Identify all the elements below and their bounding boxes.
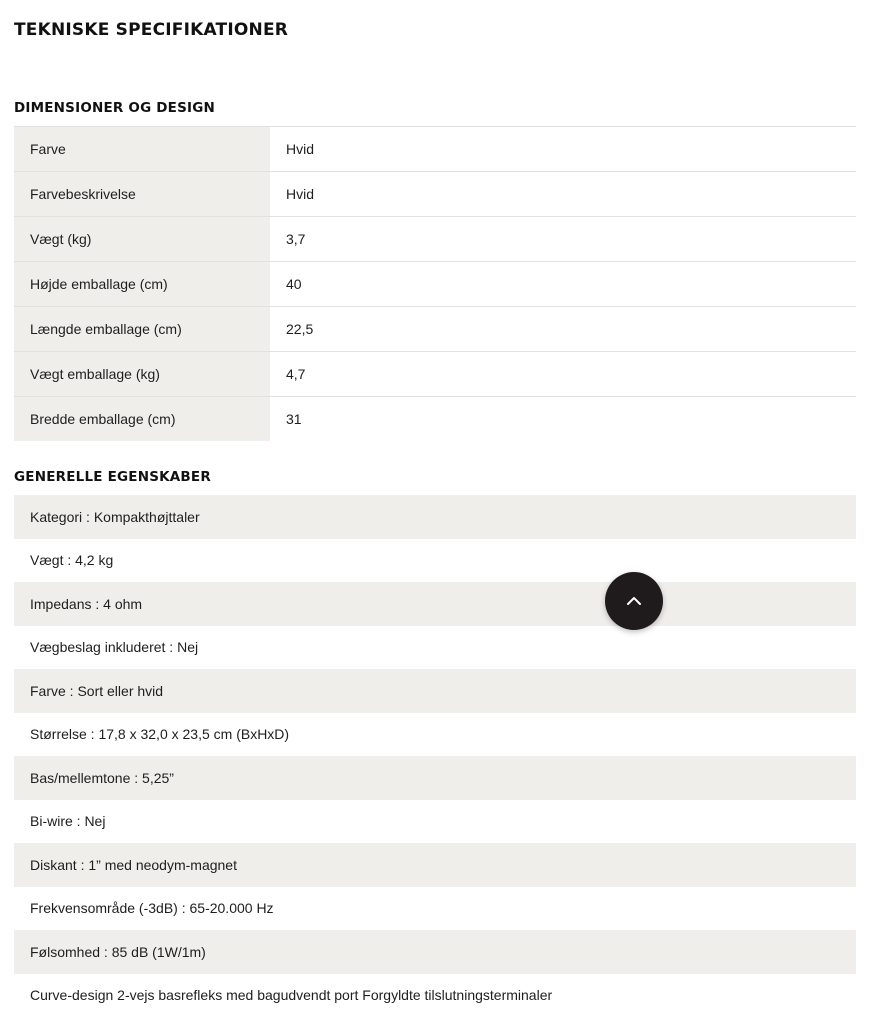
feature-item: Bi-wire : Nej [14, 800, 856, 844]
spec-value: 22,5 [270, 307, 856, 351]
feature-item: Curve-design 2-vejs basrefleks med bagudvendt port Forgyldte tilslutningsterminaler [14, 974, 856, 1018]
spec-key: Højde emballage (cm) [14, 262, 270, 306]
spec-key: Vægt (kg) [14, 217, 270, 261]
spec-value: Hvid [270, 127, 856, 171]
feature-item: Bas/mellemtone : 5,25” [14, 756, 856, 800]
spec-key: Længde emballage (cm) [14, 307, 270, 351]
spec-value: 3,7 [270, 217, 856, 261]
feature-item: Vægbeslag inkluderet : Nej [14, 626, 856, 670]
spec-row [14, 172, 856, 217]
feature-item: Diskant : 1” med neodym-magnet [14, 843, 856, 887]
section-title-dimensions: DIMENSIONER OG DESIGN [14, 100, 216, 116]
spec-value: 4,7 [270, 352, 856, 396]
spec-row [14, 352, 856, 397]
spec-row [14, 127, 856, 172]
spec-row [14, 397, 856, 441]
spec-row [14, 217, 856, 262]
general-features-list [14, 495, 856, 1017]
spec-value: Hvid [270, 172, 856, 216]
feature-item: Vægt : 4,2 kg [14, 539, 856, 583]
spec-value: 31 [270, 397, 856, 441]
spec-row [14, 307, 856, 352]
feature-item: Følsomhed : 85 dB (1W/1m) [14, 930, 856, 974]
feature-item: Kategori : Kompakthøjttaler [14, 495, 856, 539]
spec-key: Bredde emballage (cm) [14, 397, 270, 441]
spec-key: Vægt emballage (kg) [14, 352, 270, 396]
spec-key: Farve [14, 127, 270, 171]
chevron-up-icon [625, 592, 643, 610]
feature-item: Impedans : 4 ohm [14, 582, 856, 626]
spec-row [14, 262, 856, 307]
spec-key: Farvebeskrivelse [14, 172, 270, 216]
dimensions-spec-table [14, 126, 856, 441]
spec-value: 40 [270, 262, 856, 306]
section-title-general: GENERELLE EGENSKABER [14, 469, 211, 485]
feature-item: Frekvensområde (-3dB) : 65-20.000 Hz [14, 887, 856, 931]
feature-item: Farve : Sort eller hvid [14, 669, 856, 713]
page-title: TEKNISKE SPECIFIKATIONER [14, 20, 289, 40]
scroll-to-top-button[interactable] [605, 572, 663, 630]
feature-item: Størrelse : 17,8 x 32,0 x 23,5 cm (BxHxD) [14, 713, 856, 757]
